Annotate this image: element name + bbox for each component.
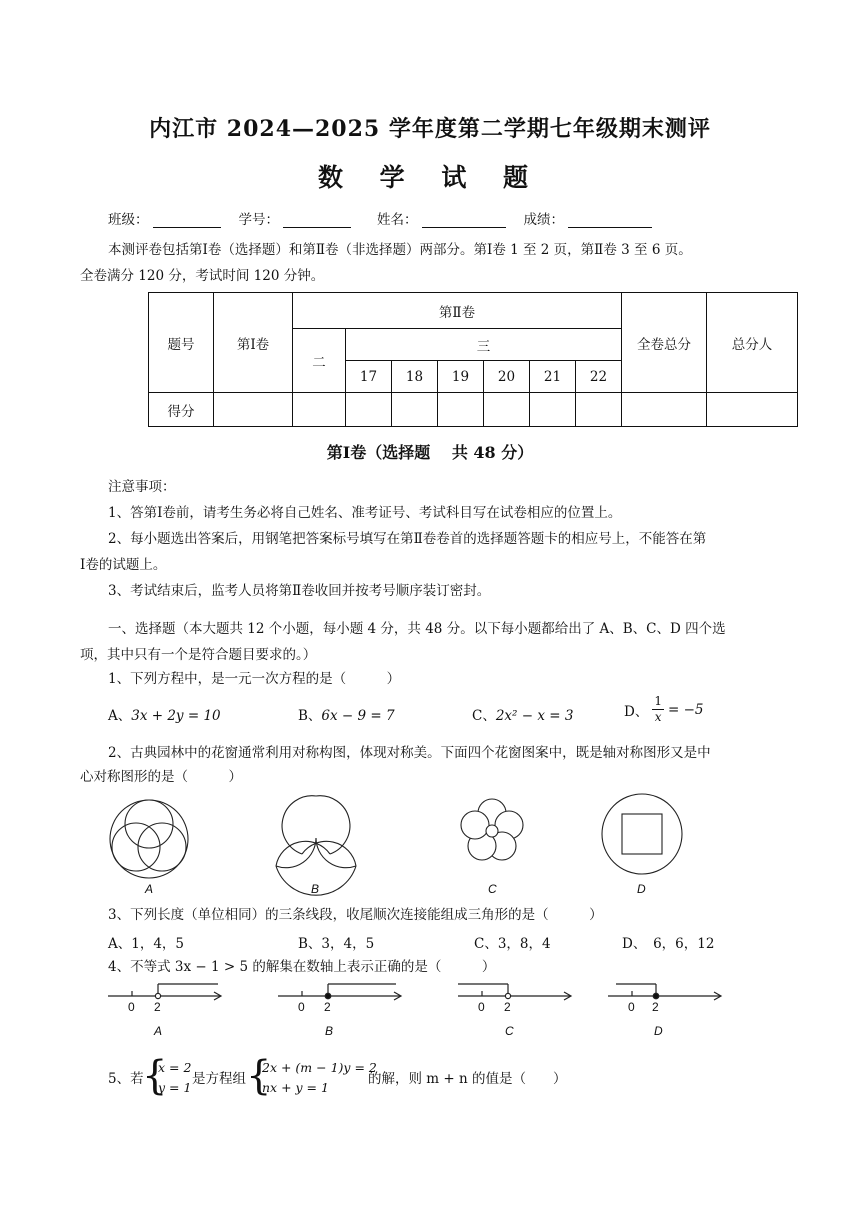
q1-option-d[interactable] <box>624 694 703 725</box>
table-header-part1: 第Ⅰ卷 <box>214 293 293 393</box>
q5-mid: 是方程组 <box>192 1071 246 1087</box>
q4-label-d: D <box>654 1024 663 1038</box>
score-cell-21[interactable] <box>530 393 576 427</box>
table-q21: 21 <box>530 361 576 393</box>
section1-title: 第Ⅰ卷（选择题 共 48 分） <box>326 443 534 462</box>
q1-option-a[interactable] <box>108 704 221 724</box>
q1-d-rest: = −5 <box>667 701 704 718</box>
q4-c-tick0: 0 <box>478 1000 485 1014</box>
q4-label-a: A <box>154 1024 163 1038</box>
q4-b-tick2: 2 <box>324 1000 331 1014</box>
q3-stem: 3、下列长度（单位相同）的三条线段，收尾顺次连接能组成三角形的是（ ） <box>108 907 603 923</box>
q4-a-tick2: 2 <box>154 1000 161 1014</box>
score-blank[interactable] <box>568 213 652 228</box>
q5-brace-1: { <box>142 1053 168 1099</box>
q4-label-c: C <box>505 1024 514 1038</box>
class-field[interactable] <box>108 208 221 228</box>
q2-figure-b[interactable] <box>270 792 362 882</box>
q4-label-b: B <box>325 1024 334 1038</box>
q1-option-b[interactable] <box>298 704 395 724</box>
page-subtitle: 数 学 试 题 <box>317 163 543 192</box>
score-field[interactable] <box>524 208 653 228</box>
intro-line1: 本测评卷包括第Ⅰ卷（选择题）和第Ⅱ卷（非选择题）两部分。第Ⅰ卷 1 至 2 页，第Ⅱ卷 3 至 6 页。 <box>108 242 692 258</box>
score-label: 成绩： <box>523 212 564 228</box>
table-header-part2: 第Ⅱ卷 <box>293 293 622 329</box>
q5-system-2 <box>262 1058 377 1098</box>
student-id-blank[interactable] <box>283 213 351 228</box>
q1-a-text: 3x + 2y = 10 <box>131 708 221 724</box>
table-header-total: 全卷总分 <box>622 293 707 393</box>
q2-label-c: C <box>488 882 497 896</box>
q5-sys2-line1: 2x + (m − 1)y = 2 <box>262 1060 377 1075</box>
intro-line2: 全卷满分 120 分，考试时间 120 分钟。 <box>80 268 325 284</box>
q5-sys1-line2: y = 1 <box>158 1080 192 1095</box>
table-header-san: 三 <box>346 329 622 361</box>
q5-sys1-line1: x = 2 <box>158 1060 192 1075</box>
table-q17: 17 <box>346 361 392 393</box>
q1-d-prefix: D、 <box>624 703 649 720</box>
q5-prefix: 5、若 <box>108 1071 144 1087</box>
table-q18: 18 <box>392 361 438 393</box>
q4-numberline-c[interactable] <box>458 980 578 1010</box>
q1-d-fraction <box>652 694 664 725</box>
q2-figure-c[interactable] <box>456 796 528 866</box>
q2-figure-a[interactable] <box>104 798 194 880</box>
q4-stem: 4、不等式 3x − 1 > 5 的解集在数轴上表示正确的是（ ） <box>108 959 496 975</box>
table-q19: 19 <box>438 361 484 393</box>
q2-figure-d[interactable] <box>600 792 684 876</box>
q4-numberline-a[interactable] <box>108 980 228 1010</box>
note-1: 1、答第Ⅰ卷前，请考生务必将自己姓名、准考证号、考试科目写在试卷相应的位置上。 <box>108 505 622 521</box>
q1-stem: 1、下列方程中，是一元一次方程的是（ ） <box>108 671 401 687</box>
note-2b: Ⅰ卷的试题上。 <box>80 557 167 573</box>
part1-intro-2: 项，其中只有一个是符合题目要求的。） <box>80 647 317 663</box>
q1-b-text: 6x − 9 = 7 <box>321 708 395 724</box>
score-cell-er[interactable] <box>293 393 346 427</box>
q1-d-numerator: 1 <box>654 694 662 708</box>
table-header-er: 二 <box>293 329 346 393</box>
q3-option-d[interactable]: D、 6，6，12 <box>622 936 715 952</box>
score-cell-19[interactable] <box>438 393 484 427</box>
q1-b-prefix: B、 <box>298 708 322 724</box>
score-cell-total[interactable] <box>622 393 707 427</box>
q4-d-tick2: 2 <box>652 1000 659 1014</box>
name-field[interactable] <box>377 208 506 228</box>
q2-stem-2: 心对称图形的是（ ） <box>80 769 242 785</box>
score-cell-22[interactable] <box>576 393 622 427</box>
q4-d-tick0: 0 <box>628 1000 635 1014</box>
score-cell-20[interactable] <box>484 393 530 427</box>
table-q22: 22 <box>576 361 622 393</box>
q5-system-1 <box>158 1058 191 1098</box>
name-blank[interactable] <box>422 213 506 228</box>
q1-c-prefix: C、 <box>472 708 496 724</box>
q2-stem-1: 2、古典园林中的花窗通常利用对称构图，体现对称美。下面四个花窗图案中，既是轴对称图形又是中 <box>108 745 711 761</box>
score-cell-17[interactable] <box>346 393 392 427</box>
table-header-item: 题号 <box>149 293 214 393</box>
q2-label-a: A <box>145 882 154 896</box>
student-id-field[interactable] <box>239 208 352 228</box>
student-info <box>108 208 670 228</box>
name-label: 姓名： <box>377 212 418 228</box>
student-id-label: 学号： <box>238 212 279 228</box>
class-label: 班级： <box>108 212 149 228</box>
notes-title: 注意事项： <box>108 479 176 495</box>
table-q20: 20 <box>484 361 530 393</box>
part1-intro-1: 一、选择题（本大题共 12 个小题，每小题 4 分，共 48 分。以下每小题都给出了 A、B、C、D 四个选 <box>108 621 726 637</box>
q2-label-d: D <box>637 882 646 896</box>
q5-suffix: 的解，则 m + n 的值是（ ） <box>368 1071 567 1087</box>
q3-option-c[interactable]: C、3，8，4 <box>474 936 551 952</box>
q4-numberline-d[interactable] <box>608 980 728 1010</box>
q3-option-a[interactable]: A、1，4，5 <box>108 936 185 952</box>
table-row-score-label: 得分 <box>149 393 214 427</box>
page-title: 内江市 2024—2025 学年度第二学期七年级期末测评 <box>149 116 711 142</box>
q4-b-tick0: 0 <box>298 1000 305 1014</box>
score-cell-18[interactable] <box>392 393 438 427</box>
q4-c-tick2: 2 <box>504 1000 511 1014</box>
q3-option-b[interactable]: B、3，4，5 <box>298 936 375 952</box>
note-3: 3、考试结束后，监考人员将第Ⅱ卷收回并按考号顺序装订密封。 <box>108 583 491 599</box>
q1-d-denominator: x <box>654 710 662 724</box>
q5-brace-2: { <box>246 1053 272 1099</box>
note-2a: 2、每小题选出答案后，用钢笔把答案标号填写在第Ⅱ卷卷首的选择题答题卡的相应号上，不能答在第 <box>108 531 707 547</box>
q1-a-prefix: A、 <box>108 708 132 724</box>
q2-label-b: B <box>311 882 320 896</box>
q4-a-tick0: 0 <box>128 1000 135 1014</box>
score-cell-part1[interactable] <box>214 393 293 427</box>
q5-sys2-line2: nx + y = 1 <box>262 1080 329 1095</box>
q1-option-c[interactable] <box>472 704 573 724</box>
score-cell-grader[interactable] <box>707 393 798 427</box>
class-blank[interactable] <box>153 213 221 228</box>
q1-c-text: 2x² − x = 3 <box>495 708 574 724</box>
score-table <box>148 292 798 427</box>
table-header-grader: 总分人 <box>707 293 798 393</box>
